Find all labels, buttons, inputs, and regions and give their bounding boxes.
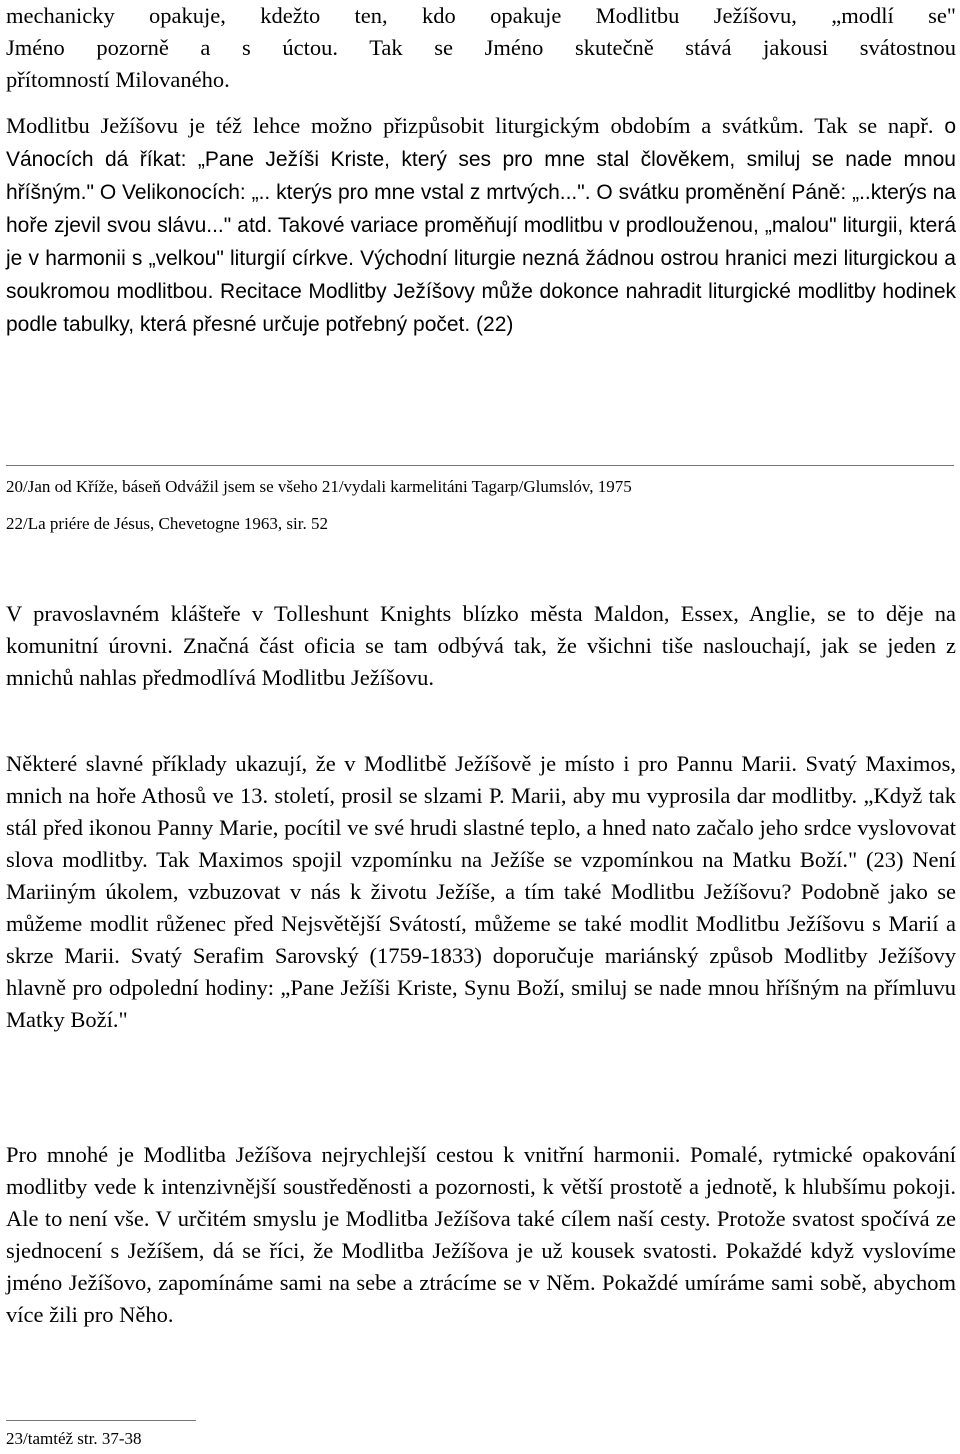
footnote-23: 23/tamtéž str. 37-38 bbox=[6, 1429, 142, 1448]
footnote-20-21: 20/Jan od Kříže, báseň Odvážil jsem se všeho 21/vydali karmelitáni Tagarp/Glumslóv, 1975 bbox=[6, 477, 632, 496]
paragraph-liturgical bbox=[6, 110, 956, 341]
paragraph-text-serif: Modlitbu Ježíšovu je též lehce možno přizpůsobit liturgickým obdobím a svátkům. Tak se např. bbox=[6, 113, 934, 138]
text-line: přítomností Milovaného. bbox=[6, 67, 230, 92]
footnote-22: 22/La priére de Jésus, Chevetogne 1963, sir. 52 bbox=[6, 514, 328, 533]
paragraph-tolleshunt: V pravoslavném klášteře v Tolleshunt Knights blízko města Maldon, Essex, Anglie, se to děje na komunitní úrovni. Značná část oficia se tam odbývá tak, že všichni tiše naslouchají, jak se jeden z mnichů nahlas předmodlívá Modlitbu Ježíšovu. bbox=[6, 601, 956, 690]
paragraph-harmony: Pro mnohé je Modlitba Ježíšova nejrychlejší cestou k vnitřní harmonii. Pomalé, rytmické opakování modlitby vede k intenzivnější soustředěnosti a pozornosti, k větší prostotě a jednotě, k hlubšímu pokoji. Ale to není vše. V určitém smyslu je Modlitba Ježíšova také cílem naší cesty. Protože svatost spočívá ze sjednocení s Ježíšem, dá se říci, že Modlitba Ježíšova je už kousek svatosti. Pokaždé když vyslovíme jméno Ježíšovo, zapomínáme sami na sebe a ztrácíme se v Něm. Pokaždé umíráme sami sobě, abychom více žili pro Něho. bbox=[6, 1142, 956, 1327]
text-line: mechanicky opakuje, kdežto ten, kdo opakuje Modlitbu Ježíšovu, „modlí se" bbox=[6, 3, 956, 28]
footnote-separator bbox=[6, 465, 954, 466]
text-line: Jméno pozorně a s úctou. Tak se Jméno skutečně stává jakousi svátostnou bbox=[6, 35, 956, 60]
paragraph-continuation bbox=[6, 0, 956, 96]
paragraph-maria: Některé slavné příklady ukazují, že v Modlitbě Ježíšově je místo i pro Pannu Marii. Svatý Maximos, mnich na hoře Athosů ve 13. století, prosil se slzami P. Marii, aby mu vyprosila dar modlitby. „Když tak stál před ikonou Panny Marie, pocítil ve své hrudi slastné teplo, a hned nato začalo jeho srdce vyslovovat slova modlitby. Tak Maximos spojil vzpomínku na Ježíše se vzpomínkou na Matku Boží." (23) Není Mariiným úkolem, vzbuzovat v nás k životu Ježíše, a tím také Modlitbu Ježíšovu? Podobně jako se můžeme modlit růženec před Nejsvětější Svátostí, můžeme se také modlit Modlitbu Ježíšovu s Marií a skrze Marii. Svatý Serafim Sarovský (1759-1833) doporučuje mariánský způsob Modlitby Ježíšovy hlavně pro odpolední hodiny: „Pane Ježíši Kriste, Synu Boží, smiluj se nade mnou hříšným na přímluvu Matky Boží." bbox=[6, 751, 956, 1032]
paragraph-text-sans: o Vánocích dá říkat: „Pane Ježíši Kriste, který ses pro mne stal člověkem, smiluj se nade mnou hříšným." O Velikonocích: „.. kterýs pro mne vstal z mrtvých...". O svátku proměnění Páně: „..kterýs na hoře zjevil svou slávu..." atd. Takové variace proměňují modlitbu v prodlouženou, „malou" liturgii, která je v harmonii s „velkou" liturgií církve. Východní liturgie nezná žádnou ostrou hranici mezi liturgickou a soukromou modlitbou. Recitace Modlitby Ježíšovy může dokonce nahradit liturgické modlitby hodinek podle tabulky, která přesné určuje potřebný počet. (22) bbox=[6, 115, 957, 336]
footnote-separator bbox=[6, 1420, 196, 1421]
